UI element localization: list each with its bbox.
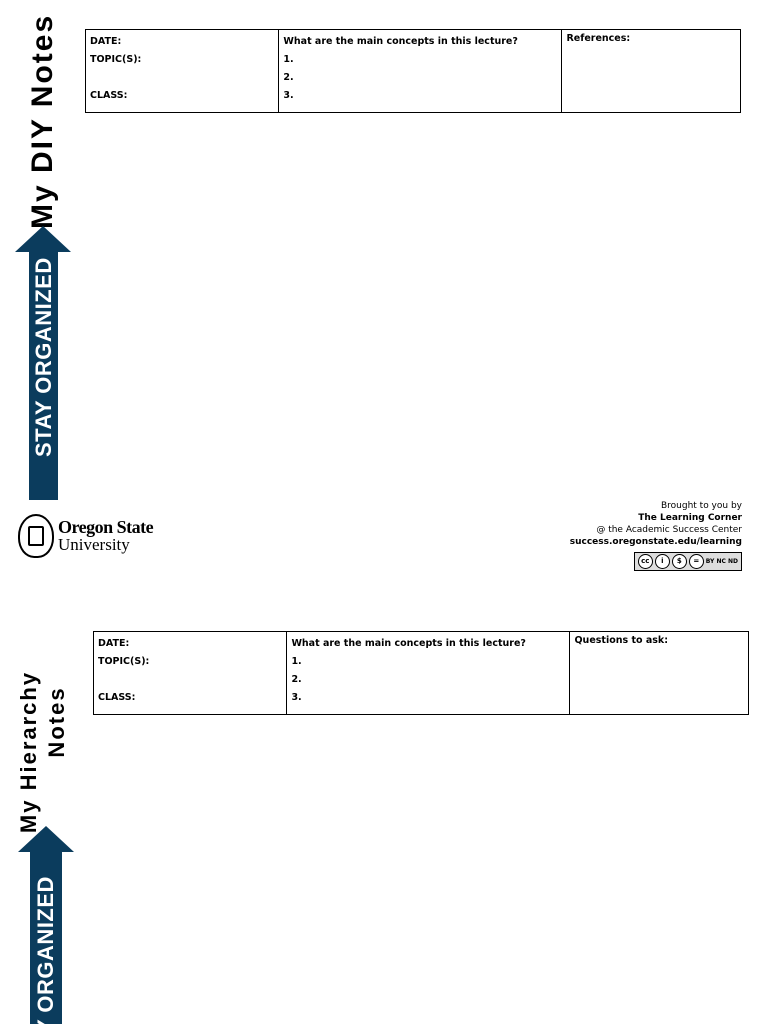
references-cell: [562, 30, 741, 113]
cc-icon: cc: [638, 554, 653, 569]
arrow-up-icon: [18, 826, 74, 852]
class-label: CLASS:: [98, 692, 136, 703]
concept-item: 3.: [283, 90, 294, 101]
lecture-info-cell: [86, 30, 279, 113]
hierarchy-notes-title: My Hierarchy Notes: [16, 670, 69, 834]
nd-icon: =: [689, 554, 704, 569]
concepts-header: What are the main concepts in this lecture?: [291, 638, 526, 649]
notes-header-table-top: [85, 29, 741, 113]
concept-item: 1.: [291, 656, 302, 667]
questions-header: Questions to ask:: [574, 635, 669, 646]
concept-item: 2.: [283, 72, 294, 83]
diy-notes-title: My DIY Notes: [26, 13, 59, 229]
topic-label: TOPIC(S):: [90, 54, 142, 65]
class-label: CLASS:: [90, 90, 128, 101]
concepts-header: What are the main concepts in this lecture?: [283, 36, 518, 47]
logo-line1: Oregon State: [58, 517, 154, 537]
concept-item: 2.: [291, 674, 302, 685]
center-name: @ the Academic Success Center: [596, 525, 742, 535]
stay-organized-label: STAY ORGANIZED: [31, 257, 56, 457]
notes-header-table-bottom: [93, 631, 749, 715]
website-link[interactable]: success.oregonstate.edu/learning: [569, 537, 742, 547]
concepts-cell: [279, 30, 562, 113]
stay-organized-label: Y ORGANIZED: [33, 876, 58, 1034]
concept-item: 3.: [291, 692, 302, 703]
osu-seal-icon: [18, 514, 54, 558]
credit-block: [570, 500, 742, 571]
concepts-cell: [287, 632, 570, 715]
concept-item: 1.: [283, 54, 294, 65]
brought-by-text: Brought to you by: [660, 501, 742, 511]
by-icon: i: [655, 554, 670, 569]
references-header: References:: [566, 33, 631, 44]
nc-icon: $: [672, 554, 687, 569]
logo-line2: University: [58, 535, 130, 554]
arrow-up-icon: [15, 226, 71, 252]
date-label: DATE:: [90, 36, 122, 47]
osu-logo: [18, 514, 153, 558]
lecture-info-cell: [94, 632, 287, 715]
questions-cell: [570, 632, 749, 715]
date-label: DATE:: [98, 638, 130, 649]
license-terms: BY NC ND: [705, 557, 738, 565]
org-name: The Learning Corner: [638, 513, 742, 523]
topic-label: TOPIC(S):: [98, 656, 150, 667]
cc-license-badge: [634, 552, 742, 571]
